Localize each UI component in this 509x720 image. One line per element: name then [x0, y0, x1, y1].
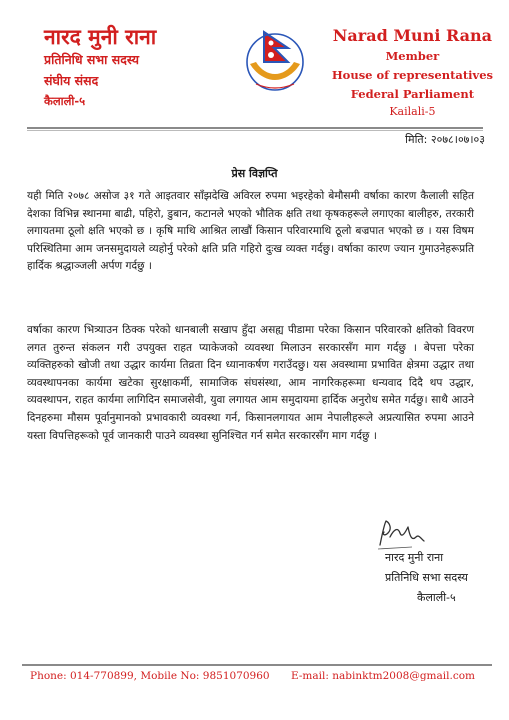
letterhead	[0, 0, 509, 128]
signer-name: नारद मुनी राना	[385, 551, 444, 564]
paragraph-1: यही मिति २०७८ असोज ३१ गते आइतवार साँझदेखि अविरल रुपमा भइरहेको बेमौसमी वर्षाका कारण कैलाली सहित देशका विभिन्न स्थानमा बाढी, पहिरो, डुबान, कटानले भएको भौतिक क्षति तथा कृषकहरूले लगाएका बालीहरु, तरकारी लगायतमा ठूलो क्षति भएको छ । कृषि माथि आश्रित लाखौं किसान परिवारमाथि ठूलो बज्रपात भएको छ । यस विषम परिस्थितिमा आम जनसमुदायले व्यहोर्नु परेको क्षति प्रति गहिरो दुःख व्यक्त गर्दछु। वर्षाका कारण ज्यान गुमाउनेहरूप्रति हार्दिक श्रद्धाञ्जली अर्पण गर्दछु ।	[27, 190, 474, 273]
letterhead-district-nepali: कैलाली-५	[44, 94, 86, 108]
document-date: मिति: २०७८।०७।०३	[405, 133, 485, 146]
letterhead-body-english: House of representatives	[331, 68, 493, 82]
signer-title: प्रतिनिधि सभा सदस्य	[385, 571, 468, 584]
signer-block	[385, 548, 468, 608]
letterhead-district-english: Kailali-5	[389, 105, 436, 118]
footer-email: E-mail: nabinktm2008@gmail.com	[291, 670, 475, 682]
letterhead-name-nepali: नारद मुनी राना	[44, 25, 157, 49]
signer-district: कैलाली-५	[417, 591, 456, 604]
letterhead-body-nepali: संघीय संसद	[44, 73, 99, 88]
paragraph-2: वर्षाका कारण भित्र्याउन ठिक्क परेको धानबाली सखाप हुँदा असह्य पीडामा परेका किसान परिवारको क्षतिको विवरण लगत तुरुन्त संकलन गरी उपयुक्त राहत प्याकेजको व्यवस्था मिलाउन सरकारसँग माग गर्दछु । बेपत्ता परेका व्यक्तिहरुको खोजी तथा उद्धार कार्यमा तिव्रता दिन ध्यानाकर्षण गराउँदछु। यस अवस्थामा प्रभावित क्षेत्रमा उद्धार तथा व्यवस्थापनका कार्यमा खटेका सुरक्षाकर्मी, सामाजिक संघसंस्था, आम नागरिकहरूमा धन्यवाद दिदै थप उद्धार, व्यवस्थापन, राहत कार्यमा लागिदिन समाजसेवी, युवा लगायत आम समुदायमा हार्दिक अनुरोध समेत गर्दछु। साथै आउने दिनहरुमा मौसम पूर्वानुमानको प्रभावकारी व्यवस्था गर्न, किसानलगायत आम नेपालीहरूले अप्रत्यासित रुपमा आउने यस्ता विपत्तिहरूको पूर्व जानकारी पाउने व्यवस्था सुनिश्चित गर्न समेत सरकारसँग माग गर्दछु ।	[27, 324, 474, 442]
letterhead-name-english: Narad Muni Rana	[332, 26, 492, 45]
footer-divider	[22, 664, 492, 666]
letterhead-parliament-english: Federal Parliament	[350, 87, 475, 101]
header-divider	[27, 127, 483, 129]
header-divider-thin	[27, 130, 483, 131]
letterhead-title-english: Member	[385, 49, 440, 63]
letterhead-title-nepali: प्रतिनिधि सभा सदस्य	[44, 52, 139, 67]
letterhead-nepali	[44, 25, 156, 112]
nepal-emblem-icon	[244, 28, 306, 94]
letterhead-english	[332, 25, 493, 120]
footer-phone: Phone: 014-770899, Mobile No: 9851070960	[30, 670, 270, 682]
document-heading: प्रेस विज्ञप्ति	[231, 167, 278, 180]
